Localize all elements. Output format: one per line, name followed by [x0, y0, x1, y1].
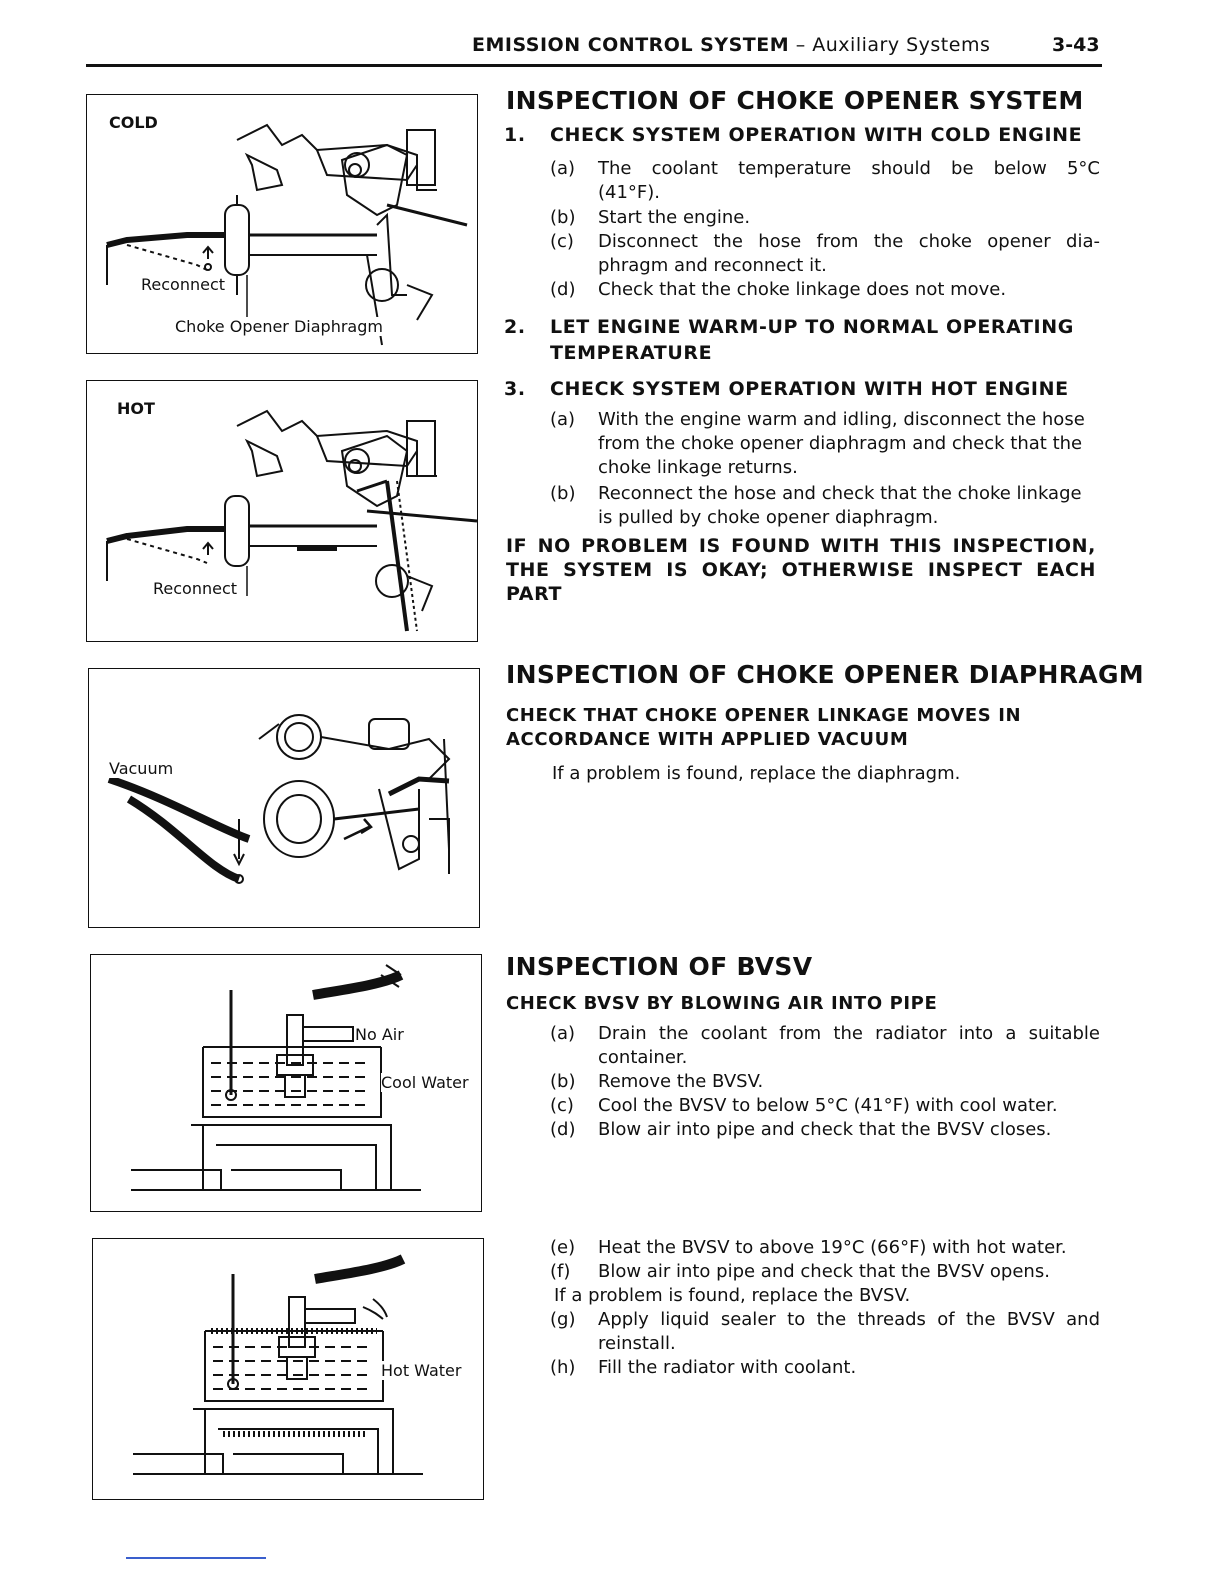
- figure-vacuum: [88, 668, 480, 928]
- header-section: EMISSION CONTROL SYSTEM: [472, 34, 790, 56]
- vacuum-label: Vacuum: [109, 759, 174, 778]
- diaphragm-note: If a problem is found, replace the diaphragm.: [552, 763, 961, 784]
- hot-water-label: Hot Water: [381, 1361, 462, 1380]
- header-rule: [86, 64, 1102, 67]
- system-conclusion: IF NO PROBLEM IS FOUND WITH THIS INSPECTION, THE SYSTEM IS OKAY; OTHERWISE INSPECT EACH PART: [506, 535, 1096, 605]
- header-subsection: Auxiliary Systems: [812, 34, 991, 56]
- step-text: CHECK SYSTEM OPERATION WITH COLD ENGINE: [550, 124, 1083, 146]
- footer-rule: [126, 1557, 266, 1559]
- page-number: 3-43: [1052, 34, 1100, 56]
- choke-opener-diaphragm-caption: Choke Opener Diaphragm: [175, 317, 383, 336]
- section-title-bvsv: INSPECTION OF BVSV: [506, 952, 813, 981]
- figure-hot-water: [92, 1238, 484, 1500]
- reconnect-label: Reconnect: [153, 579, 238, 598]
- reconnect-label: Reconnect: [141, 275, 226, 294]
- choke-hot-illustration: [87, 381, 479, 643]
- figure-hot: [86, 380, 478, 642]
- running-header: [472, 34, 992, 56]
- section-title-choke-opener-diaphragm: INSPECTION OF CHOKE OPENER DIAPHRAGM: [506, 660, 1144, 689]
- bvsv-heading: CHECK BVSV BY BLOWING AIR INTO PIPE: [506, 993, 938, 1014]
- cool-water-label: Cool Water: [381, 1073, 469, 1092]
- header-separator: –: [789, 34, 813, 56]
- hot-label: HOT: [117, 399, 155, 418]
- step-number: 1.: [504, 124, 526, 146]
- diaphragm-heading: CHECK THAT CHOKE OPENER LINKAGE MOVES IN ACCORDANCE WITH APPLIED VACUUM: [506, 705, 1022, 750]
- section-title-choke-opener-system: INSPECTION OF CHOKE OPENER SYSTEM: [506, 86, 1084, 115]
- choke-diaphragm-vacuum-illustration: [89, 669, 481, 929]
- figure-cold: [86, 94, 478, 354]
- bvsv-note: If a problem is found, replace the BVSV.: [554, 1285, 911, 1306]
- cold-label: COLD: [109, 113, 158, 132]
- figure-cool-water: [90, 954, 482, 1212]
- choke-cold-illustration: [87, 95, 479, 355]
- no-air-label: No Air: [355, 1025, 404, 1044]
